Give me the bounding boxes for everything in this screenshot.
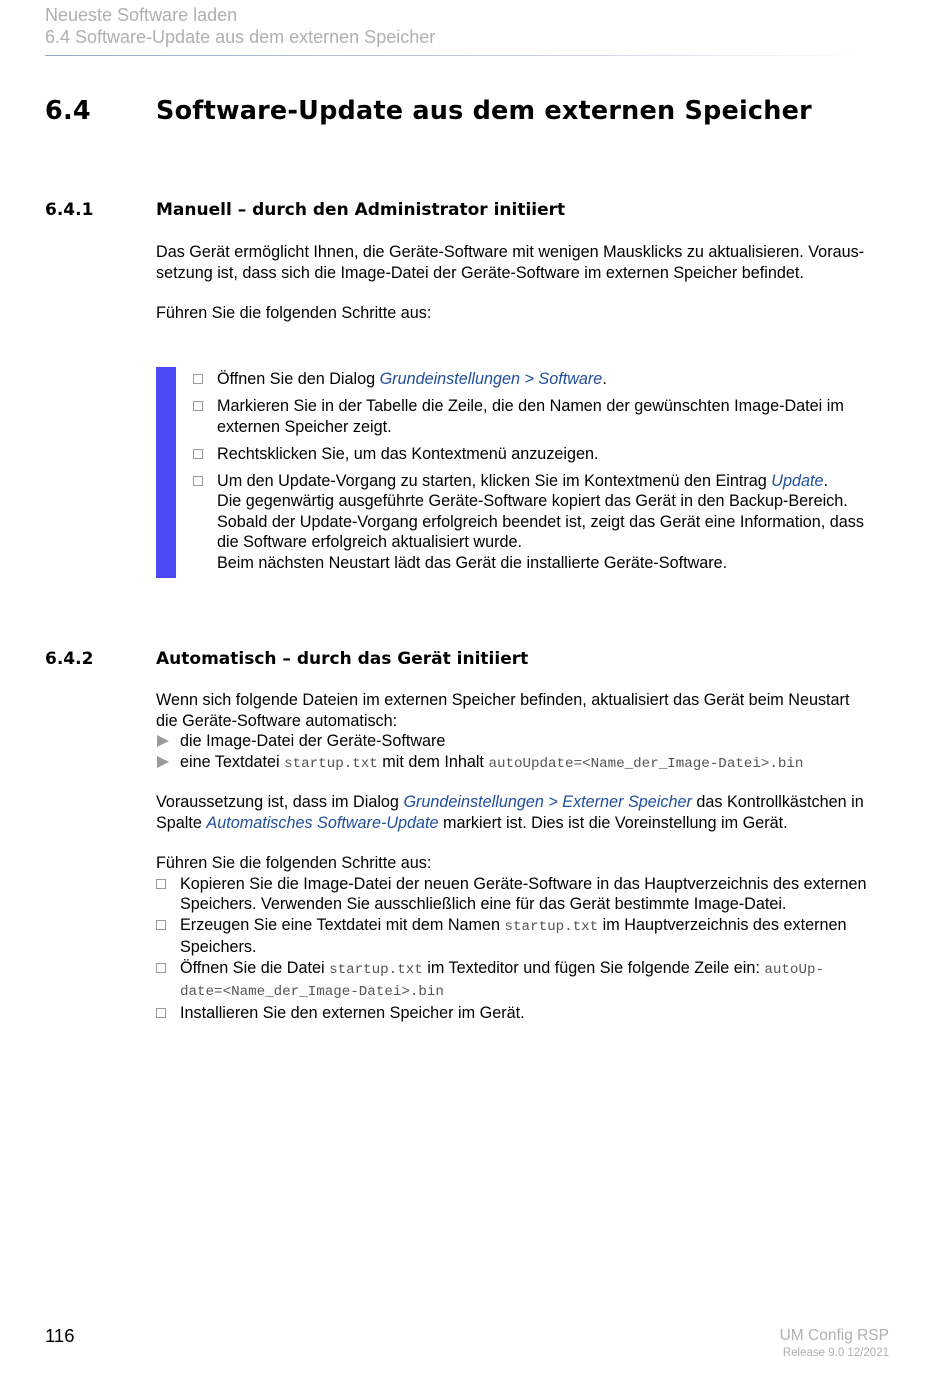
step-item — [156, 958, 896, 1003]
list-text: die Image-Datei der Geräte-Software — [180, 732, 446, 750]
checkbox-icon — [193, 449, 203, 459]
dialog-link-external-storage[interactable]: Grundeinstellungen > Externer Speicher — [403, 793, 692, 811]
checkbox-icon — [156, 963, 166, 973]
footer-release: Release 9.0 12/2021 — [782, 1347, 889, 1359]
header-divider — [45, 55, 860, 56]
intro-line: setzung ist, dass sich die Image-Datei der Geräte-Software im externen Speicher befindet. — [156, 263, 804, 282]
footer-doc-title: UM Config RSP — [779, 1327, 889, 1344]
step-text: Speichers. Verwenden Sie ausschließlich eine für das Gerät bestimmte Image-Datei. — [180, 895, 787, 913]
intro-line: die Geräte-Software automatisch: — [156, 711, 398, 730]
triangle-bullet-icon — [157, 756, 169, 768]
running-head — [45, 4, 435, 48]
step-text: Erzeugen Sie eine Textdatei mit dem Namen — [180, 915, 505, 934]
prereq-line — [156, 792, 896, 813]
intro-line: Wenn sich folgende Dateien im externen Speicher befinden, aktualisiert das Gerät beim Neustart — [156, 691, 850, 709]
step-item — [156, 874, 896, 915]
step-text: . — [823, 471, 828, 490]
subsection-2-intro — [156, 690, 896, 774]
step-text: Installieren Sie den externen Speicher im Gerät. — [180, 1003, 525, 1022]
intro-line: Das Gerät ermöglicht Ihnen, die Geräte-Software mit wenigen Mausklicks zu aktualisieren. Voraus- — [156, 243, 865, 261]
steps-label: Führen Sie die folgenden Schritte aus: — [156, 854, 432, 872]
code-filename: startup.txt — [329, 961, 423, 978]
code-filename: startup.txt — [504, 918, 599, 935]
step-text: . — [602, 370, 607, 388]
step-text: die Software erfolgreich aktualisiert wurde. — [217, 533, 523, 551]
prereq-text: markiert ist. Dies ist die Voreinstellung im Gerät. — [438, 813, 788, 832]
step-text: Kopieren Sie die Image-Datei der neuen Geräte-Software in das Hauptverzeichnis des externen — [180, 874, 867, 893]
file-list — [156, 731, 896, 774]
list-text: mit dem Inhalt — [377, 752, 489, 771]
section-title: Software-Update aus dem externen Speicher — [156, 96, 812, 126]
running-head-chapter: Neueste Software laden — [45, 5, 238, 25]
checkbox-icon — [193, 401, 203, 411]
checkbox-icon — [156, 920, 166, 930]
step-text: im Hauptverzeichnis des externen — [598, 915, 847, 934]
subsection-1-number: 6.4.1 — [45, 200, 94, 220]
code-filename: startup.txt — [284, 755, 378, 772]
subsection-1-intro — [156, 242, 896, 283]
step-item — [156, 915, 896, 958]
prereq-text: Spalte — [156, 813, 207, 832]
code-content: autoUp- — [764, 961, 824, 978]
step-text: Die gegenwärtig ausgeführte Geräte-Software kopiert das Gerät in den Backup-Bereich. — [217, 492, 848, 510]
triangle-bullet-icon — [157, 735, 169, 747]
section-number: 6.4 — [45, 96, 91, 126]
step-text: im Texteditor und fügen Sie folgende Zeile ein: — [422, 958, 765, 977]
list-text: eine Textdatei — [180, 752, 285, 771]
page-number: 116 — [45, 1325, 75, 1346]
step-text: Sobald der Update-Vorgang erfolgreich beendet ist, zeigt das Gerät eine Information, dass — [217, 512, 864, 531]
list-item — [156, 752, 896, 775]
step-text: Öffnen Sie die Datei — [180, 958, 330, 977]
step-text: Beim nächsten Neustart lädt das Gerät die installierte Geräte-Software. — [217, 553, 728, 572]
step-item — [193, 471, 893, 574]
step-text: Öffnen Sie den Dialog — [217, 370, 380, 388]
dialog-link-software[interactable]: Grundeinstellungen > Software — [379, 370, 603, 388]
subsection-1-steps — [193, 369, 893, 580]
step-text: Um den Update-Vorgang zu starten, klicken Sie im Kontextmenü den Eintrag — [217, 471, 772, 490]
step-item — [193, 444, 893, 465]
prereq-text: Voraussetzung ist, dass im Dialog — [156, 793, 404, 811]
subsection-1-title: Manuell – durch den Administrator initiiert — [156, 200, 566, 220]
subsection-2-number: 6.4.2 — [45, 649, 94, 669]
step-item — [156, 1003, 896, 1024]
list-item — [156, 731, 896, 752]
checkbox-icon — [156, 1008, 166, 1018]
subsection-1-steps-label: Führen Sie die folgenden Schritte aus: — [156, 304, 432, 322]
step-list — [156, 874, 896, 1024]
checkbox-icon — [193, 476, 203, 486]
subsection-2-steps — [156, 853, 896, 1023]
step-item — [193, 396, 893, 437]
prereq-text: das Kontrollkästchen in — [691, 793, 864, 811]
step-text: Speichers. — [180, 938, 257, 956]
accent-bar — [156, 367, 176, 578]
checkbox-icon — [156, 879, 166, 889]
running-head-section: 6.4 Software-Update aus dem externen Speicher — [45, 27, 436, 47]
checkbox-icon — [193, 374, 203, 384]
step-text: Markieren Sie in der Tabelle die Zeile, die den Namen der gewünschten Image-Datei im — [217, 397, 844, 415]
subsection-2-title: Automatisch – durch das Gerät initiiert — [156, 649, 529, 669]
context-menu-link-update[interactable]: Update — [771, 471, 824, 490]
subsection-2-prerequisite — [156, 792, 896, 833]
code-content: autoUpdate=<Name_der_Image-Datei>.bin — [488, 755, 804, 772]
step-text: externen Speicher zeigt. — [217, 417, 392, 436]
step-text: Rechtsklicken Sie, um das Kontextmenü anzuzeigen. — [217, 444, 599, 463]
column-link-auto-update[interactable]: Automatisches Software-Update — [206, 813, 439, 832]
prereq-line — [156, 813, 896, 834]
code-content: date=<Name_der_Image-Datei>.bin — [180, 984, 444, 1000]
step-item — [193, 369, 893, 390]
